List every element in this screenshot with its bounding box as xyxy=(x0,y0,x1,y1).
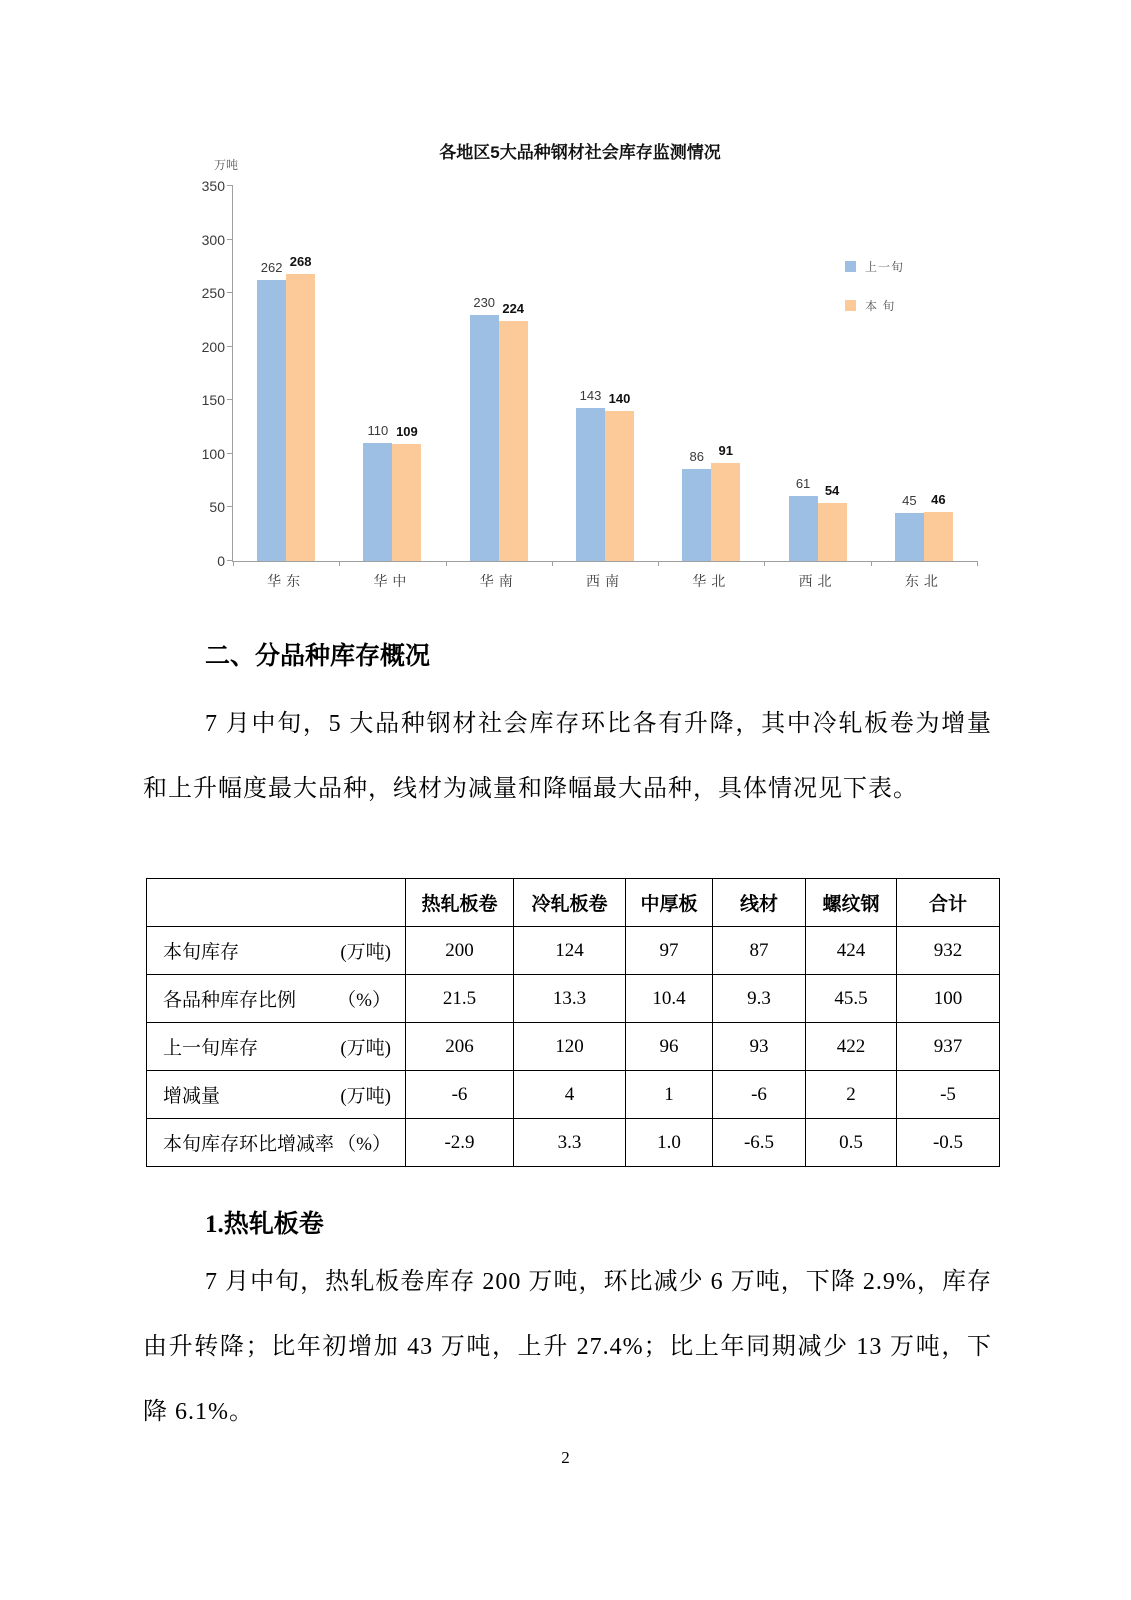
legend-label: 本 旬 xyxy=(865,299,896,313)
value-cell: 422 xyxy=(806,1023,897,1071)
bar-本 旬-华东 xyxy=(286,274,315,561)
value-cell: 100 xyxy=(897,975,1000,1023)
x-axis-tick-mark xyxy=(764,561,765,566)
value-cell: 932 xyxy=(897,927,1000,975)
bar-上一旬-西南 xyxy=(576,408,605,561)
y-axis-tick-label: 50 xyxy=(209,499,225,516)
bar-value-label: 110 xyxy=(367,423,389,438)
column-header: 冷轧板卷 xyxy=(514,879,626,927)
value-cell: 4 xyxy=(514,1071,626,1119)
column-header-empty xyxy=(147,879,406,927)
row-label-cell xyxy=(147,927,406,975)
legend-swatch-icon xyxy=(845,261,856,272)
bar-本 旬-东北 xyxy=(924,512,953,561)
row-unit: (万吨) xyxy=(340,942,391,963)
value-cell: 10.4 xyxy=(626,975,713,1023)
value-cell: -5 xyxy=(897,1071,1000,1119)
subsection-paragraph: 7 月中旬，热轧板卷库存 200 万吨，环比减少 6 万吨，下降 2.9%，库存由升转降；比年初增加 43 万吨，上升 27.4%；比上年同期减少 13 万吨，下降 6.1%。 xyxy=(143,1269,992,1425)
row-label: 增减量 xyxy=(163,1086,221,1107)
column-header: 热轧板卷 xyxy=(406,879,514,927)
y-axis-tick-label: 150 xyxy=(201,392,225,409)
y-axis-tick-mark xyxy=(227,185,233,186)
x-axis-category-label: 东北 xyxy=(904,573,943,589)
bar-本 旬-西北 xyxy=(818,503,847,561)
table-header-row xyxy=(147,879,1000,927)
bar-value-label: 262 xyxy=(260,260,283,275)
row-label: 本旬库存 xyxy=(163,942,240,963)
y-axis-tick-mark xyxy=(227,399,233,400)
row-label: 上一旬库存 xyxy=(163,1038,259,1059)
value-cell: -6 xyxy=(713,1071,806,1119)
regional-inventory-bar-chart xyxy=(0,0,1131,620)
value-cell: 45.5 xyxy=(806,975,897,1023)
row-label-cell xyxy=(147,975,406,1023)
bar-value-label: 268 xyxy=(289,254,312,269)
subsection-heading: 1.热轧板卷 xyxy=(205,1211,324,1238)
bar-value-label: 224 xyxy=(502,301,525,316)
row-label: 本旬库存环比增减率 xyxy=(163,1134,335,1155)
x-axis-tick-mark xyxy=(446,561,447,566)
x-axis-tick-mark xyxy=(871,561,872,566)
row-unit: （%） xyxy=(337,1134,391,1155)
section-paragraph: 7 月中旬，5 大品种钢材社会库存环比各有升降，其中冷轧板卷为增量和上升幅度最大品种，线材为减量和降幅最大品种，具体情况见下表。 xyxy=(143,711,992,802)
row-unit: (万吨) xyxy=(340,1086,391,1107)
x-axis-tick-mark xyxy=(233,561,234,566)
x-axis-tick-mark xyxy=(658,561,659,566)
value-cell: -2.9 xyxy=(406,1119,514,1167)
bar-上一旬-东北 xyxy=(895,513,924,561)
inventory-table xyxy=(146,878,1000,1167)
bar-value-label: 61 xyxy=(795,476,811,491)
table-row xyxy=(147,927,1000,975)
row-label-cell xyxy=(147,1119,406,1167)
legend-entry-本 旬 xyxy=(845,297,904,314)
value-cell: 97 xyxy=(626,927,713,975)
column-header: 合计 xyxy=(897,879,1000,927)
y-axis-tick-label: 300 xyxy=(201,231,225,248)
y-axis-tick-label: 100 xyxy=(201,445,225,462)
value-cell: 937 xyxy=(897,1023,1000,1071)
value-cell: -6.5 xyxy=(713,1119,806,1167)
row-label-cell xyxy=(147,1071,406,1119)
y-axis-tick-mark xyxy=(227,453,233,454)
row-label-cell xyxy=(147,1023,406,1071)
chart-legend xyxy=(845,258,904,336)
value-cell: 2 xyxy=(806,1071,897,1119)
bar-value-label: 143 xyxy=(579,388,602,403)
table-row xyxy=(147,1023,1000,1071)
bar-value-label: 45 xyxy=(902,493,917,508)
bar-上一旬-西北 xyxy=(789,496,818,561)
section-heading: 二、分品种库存概况 xyxy=(205,643,431,670)
chart-title: 各地区5大品种钢材社会库存监测情况 xyxy=(439,143,721,162)
column-header: 线材 xyxy=(713,879,806,927)
x-axis-category-label: 华中 xyxy=(373,573,412,589)
value-cell: 424 xyxy=(806,927,897,975)
bar-本 旬-华南 xyxy=(499,321,528,561)
value-cell: 87 xyxy=(713,927,806,975)
bar-value-label: 109 xyxy=(396,424,418,439)
value-cell: 93 xyxy=(713,1023,806,1071)
x-axis-category-label: 西北 xyxy=(798,573,837,589)
table-row xyxy=(147,1071,1000,1119)
value-cell: 124 xyxy=(514,927,626,975)
x-axis-category-label: 华北 xyxy=(692,573,731,589)
y-axis-tick-mark xyxy=(227,346,233,347)
plot-area xyxy=(201,178,977,589)
legend-swatch-icon xyxy=(845,300,856,311)
value-cell: 206 xyxy=(406,1023,514,1071)
x-axis-category-label: 华南 xyxy=(479,573,518,589)
value-cell: 13.3 xyxy=(514,975,626,1023)
y-axis-tick-label: 0 xyxy=(217,553,225,569)
value-cell: -0.5 xyxy=(897,1119,1000,1167)
value-cell: 200 xyxy=(406,927,514,975)
x-axis-tick-mark xyxy=(552,561,553,566)
y-axis-tick-label: 350 xyxy=(201,178,225,194)
value-cell: 9.3 xyxy=(713,975,806,1023)
bar-value-label: 86 xyxy=(689,449,705,464)
bar-value-label: 230 xyxy=(473,295,496,310)
row-unit: (万吨) xyxy=(340,1038,391,1059)
bar-上一旬-华北 xyxy=(682,469,711,561)
y-axis-tick-mark xyxy=(227,506,233,507)
row-unit: （%） xyxy=(337,990,391,1011)
value-cell: 120 xyxy=(514,1023,626,1071)
bar-value-label: 46 xyxy=(931,492,946,507)
y-axis-tick-mark xyxy=(227,239,233,240)
bar-上一旬-华中 xyxy=(363,443,392,561)
y-axis-tick-mark xyxy=(227,292,233,293)
legend-label: 上一旬 xyxy=(865,260,905,274)
column-header: 螺纹钢 xyxy=(806,879,897,927)
value-cell: 1.0 xyxy=(626,1119,713,1167)
x-axis-tick-mark xyxy=(977,561,978,566)
x-axis-category-label: 华东 xyxy=(267,573,306,589)
y-axis-tick-label: 250 xyxy=(201,285,225,302)
bar-本 旬-华北 xyxy=(711,463,740,561)
legend-entry-上一旬 xyxy=(845,258,904,275)
value-cell: 1 xyxy=(626,1071,713,1119)
value-cell: 21.5 xyxy=(406,975,514,1023)
y-axis-tick-label: 200 xyxy=(201,338,225,355)
value-cell: 0.5 xyxy=(806,1119,897,1167)
bar-value-label: 91 xyxy=(718,443,734,458)
value-cell: 96 xyxy=(626,1023,713,1071)
bar-上一旬-华东 xyxy=(257,280,286,561)
bar-本 旬-华中 xyxy=(392,444,421,561)
value-cell: -6 xyxy=(406,1071,514,1119)
bar-本 旬-西南 xyxy=(605,411,634,561)
row-label: 各品种库存比例 xyxy=(163,990,297,1011)
x-axis-tick-mark xyxy=(339,561,340,566)
table-row xyxy=(147,1119,1000,1167)
column-header: 中厚板 xyxy=(626,879,713,927)
y-axis-unit-label: 万吨 xyxy=(214,158,239,172)
bar-value-label: 54 xyxy=(824,483,840,498)
value-cell: 3.3 xyxy=(514,1119,626,1167)
x-axis-category-label: 西南 xyxy=(585,573,624,589)
bar-上一旬-华南 xyxy=(470,315,499,561)
bar-value-label: 140 xyxy=(608,391,631,406)
page-number: 2 xyxy=(561,1448,570,1467)
table-row xyxy=(147,975,1000,1023)
